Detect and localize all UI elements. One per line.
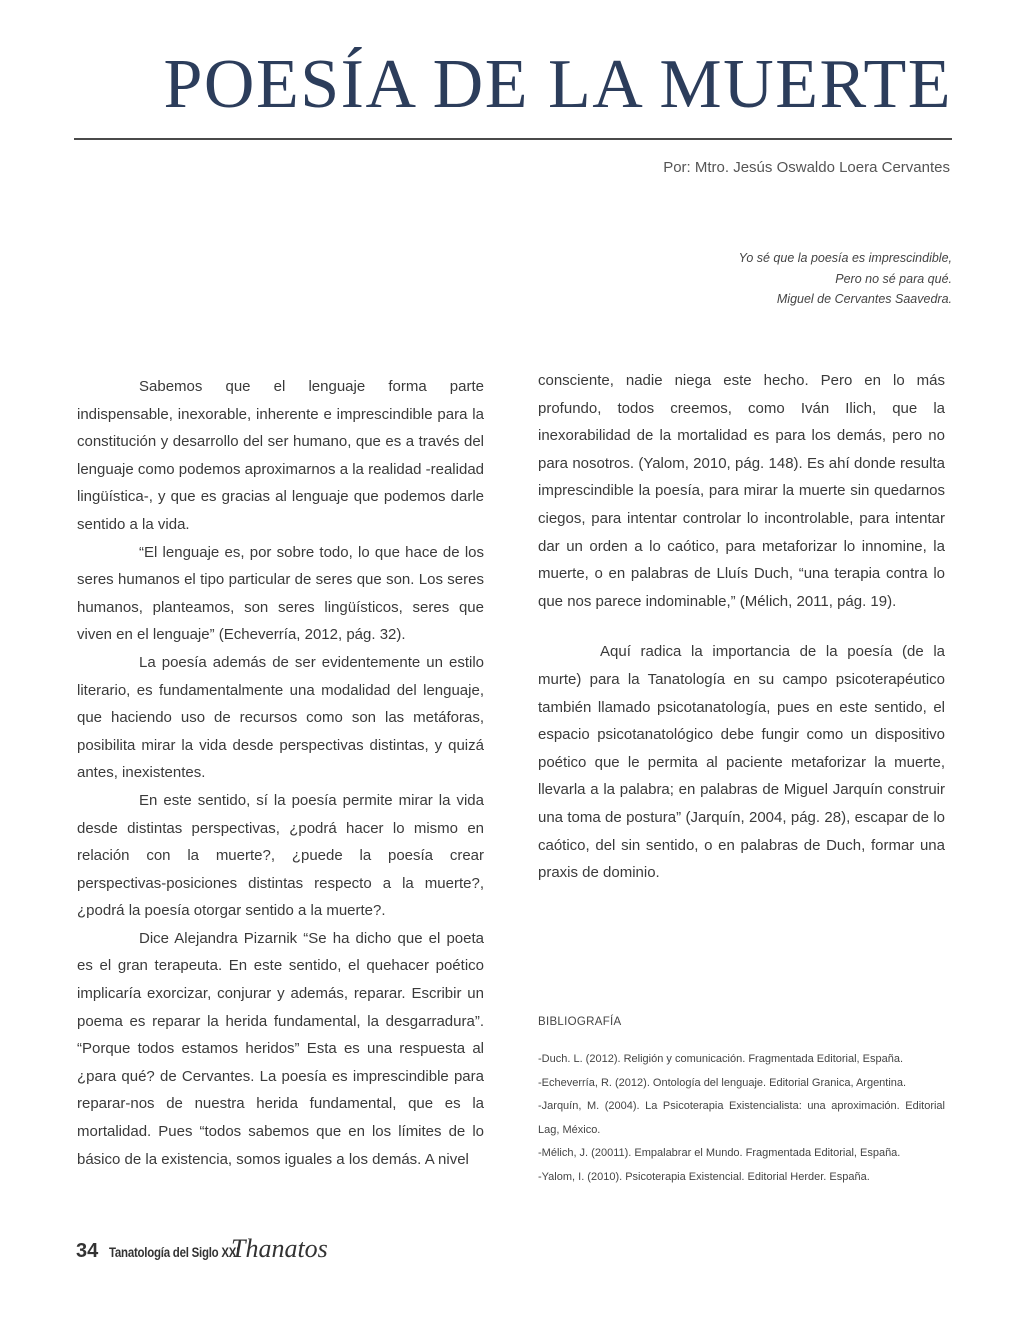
magazine-name: Tanatología del Siglo XXI [108, 1244, 239, 1260]
body-paragraph: Sabemos que el lenguaje forma parte indispensable, inexorable, inherente e imprescindible para la constitución y desarrollo del ser humano, que es a través del lenguaje como podemos aproximarnos a la realidad -realidad lingüística-, y que es gracias al lenguaje que podemos darle sentido a la vida. [77, 378, 484, 533]
bibliography-entry: -Mélich, J. (20011). Empalabrar el Mundo. Fragmentada Editorial, España. [538, 1147, 901, 1159]
right-column [538, 367, 945, 887]
epigraph [739, 248, 952, 310]
bibliography-entry: -Jarquín, M. (2004). La Psicoterapia Existencialista: una aproximación. Editorial Lag, México. [538, 1100, 945, 1136]
paragraph-spacer [538, 615, 945, 638]
epigraph-line: Pero no sé para qué. [835, 271, 952, 286]
bibliography-entry: -Duch. L. (2012). Religión y comunicación. Fragmentada Editorial, España. [538, 1053, 904, 1065]
page-footer [76, 1234, 328, 1263]
body-paragraph: Dice Alejandra Pizarnik “Se ha dicho que el poeta es el gran terapeuta. En este sentido, el quehacer poético implicaría exorcizar, conjurar y además, reparar. Escribir un poema es reparar la herida fundamental, la desgarradura”. “Porque todos estamos heridos” Esta es una respuesta al ¿para qué? de Cervantes. La poesía es imprescindible para reparar-nos de nuestra herida fundamental, que es la mortalidad. Pues “todos sabemos que en los límites de lo básico de la existencia, somos iguales a los demás. A nivel [77, 929, 484, 1168]
body-paragraph: La poesía además de ser evidentemente un estilo literario, es fundamentalmente una modalidad del lenguaje, que haciendo uso de recursos como son las metáforas, posibilita mirar la vida desde perspectivas distintas, y quizá antes, inexistentes. [77, 653, 484, 782]
bibliography-entry: -Echeverría, R. (2012). Ontología del lenguaje. Editorial Granica, Argentina. [538, 1076, 907, 1089]
page-number: 34 [76, 1240, 99, 1262]
left-column [77, 373, 484, 1173]
epigraph-line: Yo sé que la poesía es imprescindible, [738, 251, 952, 265]
bibliography-entry: -Yalom, I. (2010). Psicoterapia Existencial. Editorial Herder. España. [538, 1170, 870, 1183]
magazine-logo: Thanatos [231, 1234, 328, 1263]
bibliography-list [538, 1048, 945, 1189]
epigraph-attribution: Miguel de Cervantes Saavedra. [776, 292, 952, 306]
body-paragraph: En este sentido, sí la poesía permite mirar la vida desde distintas perspectivas, ¿podrá hacer lo mismo en relación con la muerte?, ¿puede la poesía crear perspectivas-posiciones distintas respecto a la muerte?, ¿podrá la poesía otorgar sentido a la muerte?. [77, 791, 484, 920]
bibliography-heading: BIBLIOGRAFÍA [538, 1016, 622, 1028]
author-byline: Por: Mtro. Jesús Oswaldo Loera Cervantes [663, 159, 950, 176]
body-paragraph: Aquí radica la importancia de la poesía (de la murte) para la Tanatología en su campo psicoterapéutico también llamado psicotanatología, pues en este sentido, el espacio psicotanatológico debe fungir como un dispositivo poético que le permita al paciente metaforizar la muerte, llevarla a la palabra; en palabras de Miguel Jarquín construir una toma de postura” (Jarquín, 2004, pág. 28), escapar de lo caótico, del sin sentido, o en palabras de Duch, formar una praxis de dominio. [538, 643, 945, 882]
article-title: POESÍA DE LA MUERTE [163, 46, 952, 123]
body-paragraph: consciente, nadie niega este hecho. Pero en lo más profundo, todos creemos, como Iván Ilich, que la inexorabilidad de la mortalidad es para los demás, pero no para nosotros. (Yalom, 2010, pág. 148). Es ahí donde resulta imprescindible la poesía, para mirar la muerte sin quedarnos ciegos, para intentar controlar lo incontrolable, para intentar dar un orden a lo caótico, para metaforizar lo innomine, la muerte, o en palabras de Lluís Duch, “una terapia contra lo que nos parece indominable,” (Mélich, 2011, pág. 19). [538, 372, 945, 610]
body-paragraph: “El lenguaje es, por sobre todo, lo que hace de los seres humanos el tipo particular de seres que son. Los seres humanos, planteamos, son seres lingüísticos, seres que viven en el lenguaje” (Echeverría, 2012, pág. 32). [77, 543, 484, 644]
title-divider [74, 138, 952, 140]
